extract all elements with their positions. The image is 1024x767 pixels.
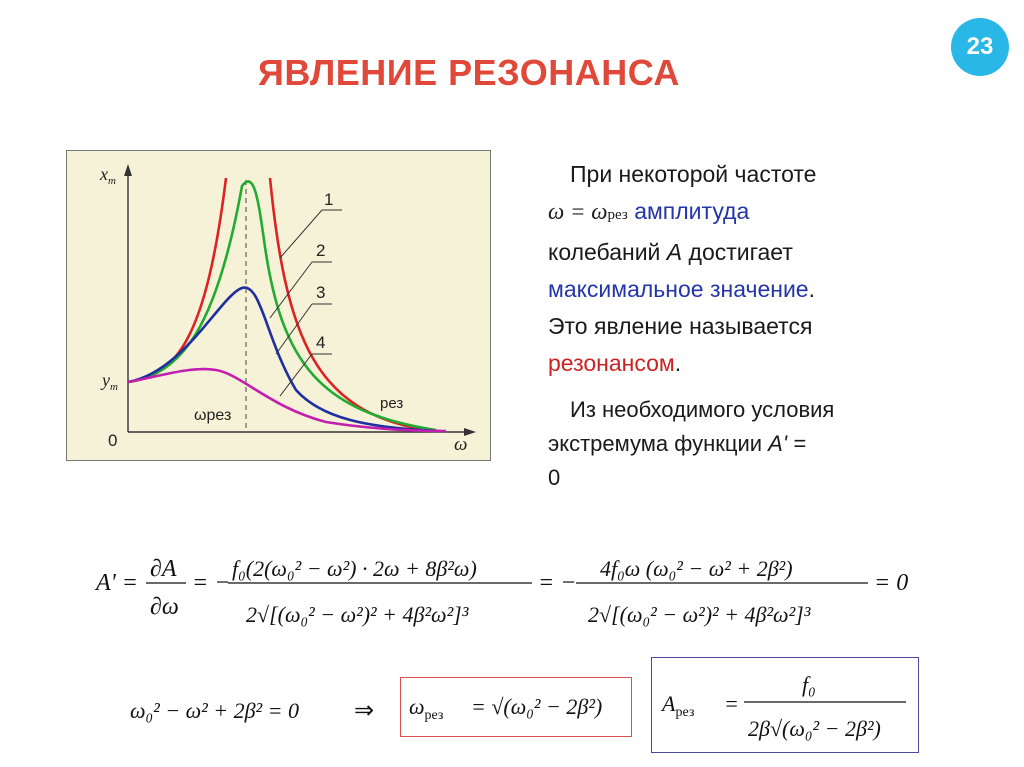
- eq-eq2: = −: [538, 570, 577, 596]
- p1-line5: Это явление называется: [548, 313, 813, 339]
- y-mark-label: $y_т$: [102, 370, 118, 393]
- curve-label-3: 3: [316, 283, 326, 302]
- w-res-lhs: $\omega_{рез}$: [409, 694, 444, 723]
- a-res-formula: [652, 658, 918, 752]
- p1-resonance: резонансом: [548, 350, 675, 376]
- resonance-plot: [66, 150, 492, 462]
- a-res-lhs: $A_{рез}$: [662, 691, 695, 720]
- p2-zero: 0: [548, 465, 561, 490]
- x-axis-label: ω: [454, 434, 468, 455]
- eq-num1: f₀(2(ω₀² − ω²) · 2ω + 8β²ω): [232, 556, 477, 581]
- eq-dw: ∂ω: [150, 594, 179, 620]
- p1-line3-A: A: [666, 239, 683, 265]
- a-res-num: f₀: [802, 672, 816, 697]
- p2-line1: Из необходимого условия: [570, 397, 835, 422]
- p1-dot: .: [808, 276, 815, 302]
- derivative-equation: [80, 540, 930, 650]
- a-res-box: [651, 657, 919, 753]
- a-res-den: 2β√(ω₀² − 2β²): [748, 716, 881, 741]
- curve-label-2: 2: [316, 241, 326, 260]
- p1-line1: При некоторой частоте: [570, 161, 817, 187]
- w-res-rhs: = √(ω₀² − 2β²): [471, 694, 603, 719]
- a-res-eq: =: [724, 691, 739, 716]
- eq-num2: 4f₀ω (ω₀² − ω² + 2β²): [600, 556, 793, 581]
- p1-line3b: достигает: [682, 239, 793, 265]
- eq-lhs: A' =: [96, 570, 138, 596]
- curve-label-1: 1: [324, 190, 334, 209]
- resonance-description: [548, 156, 928, 382]
- p2-Aprime: A' =: [768, 431, 807, 456]
- cond-eq: ω₀² − ω² + 2β² = 0: [130, 698, 299, 723]
- p1-amplitude: амплитуда: [634, 198, 750, 224]
- p1-line3a: колебаний: [548, 239, 667, 265]
- omega-res-box: [400, 677, 632, 737]
- p2-line2: экстремума функции: [548, 431, 769, 456]
- eq-eq3: = 0: [874, 570, 909, 596]
- eq-den1: 2√[(ω₀² − ω²)² + 4β²ω²]³: [246, 602, 469, 627]
- omega-res-label: ωрез: [194, 407, 232, 424]
- slide-title: ЯВЛЕНИЕ РЕЗОНАНСА: [258, 52, 680, 93]
- omega-res-formula: [401, 678, 631, 736]
- eq-eq1: = −: [192, 570, 231, 596]
- p1-max-value: максимальное значение: [548, 276, 809, 302]
- y-axis-label: $x_т$: [100, 164, 116, 187]
- curve-label-4: 4: [316, 333, 326, 352]
- page-number-badge: 23: [951, 18, 1009, 76]
- p1-dot2: .: [674, 350, 682, 376]
- condition-equation: [128, 690, 398, 730]
- implies-arrow: ⇒: [354, 698, 375, 724]
- res-side-label: рез: [380, 395, 404, 412]
- p1-formula: ω = ωрез: [548, 199, 628, 224]
- eq-dA: ∂A: [150, 556, 177, 582]
- extremum-condition: [548, 393, 928, 495]
- eq-den2: 2√[(ω₀² − ω²)² + 4β²ω²]³: [588, 602, 811, 627]
- origin-label: 0: [108, 431, 118, 450]
